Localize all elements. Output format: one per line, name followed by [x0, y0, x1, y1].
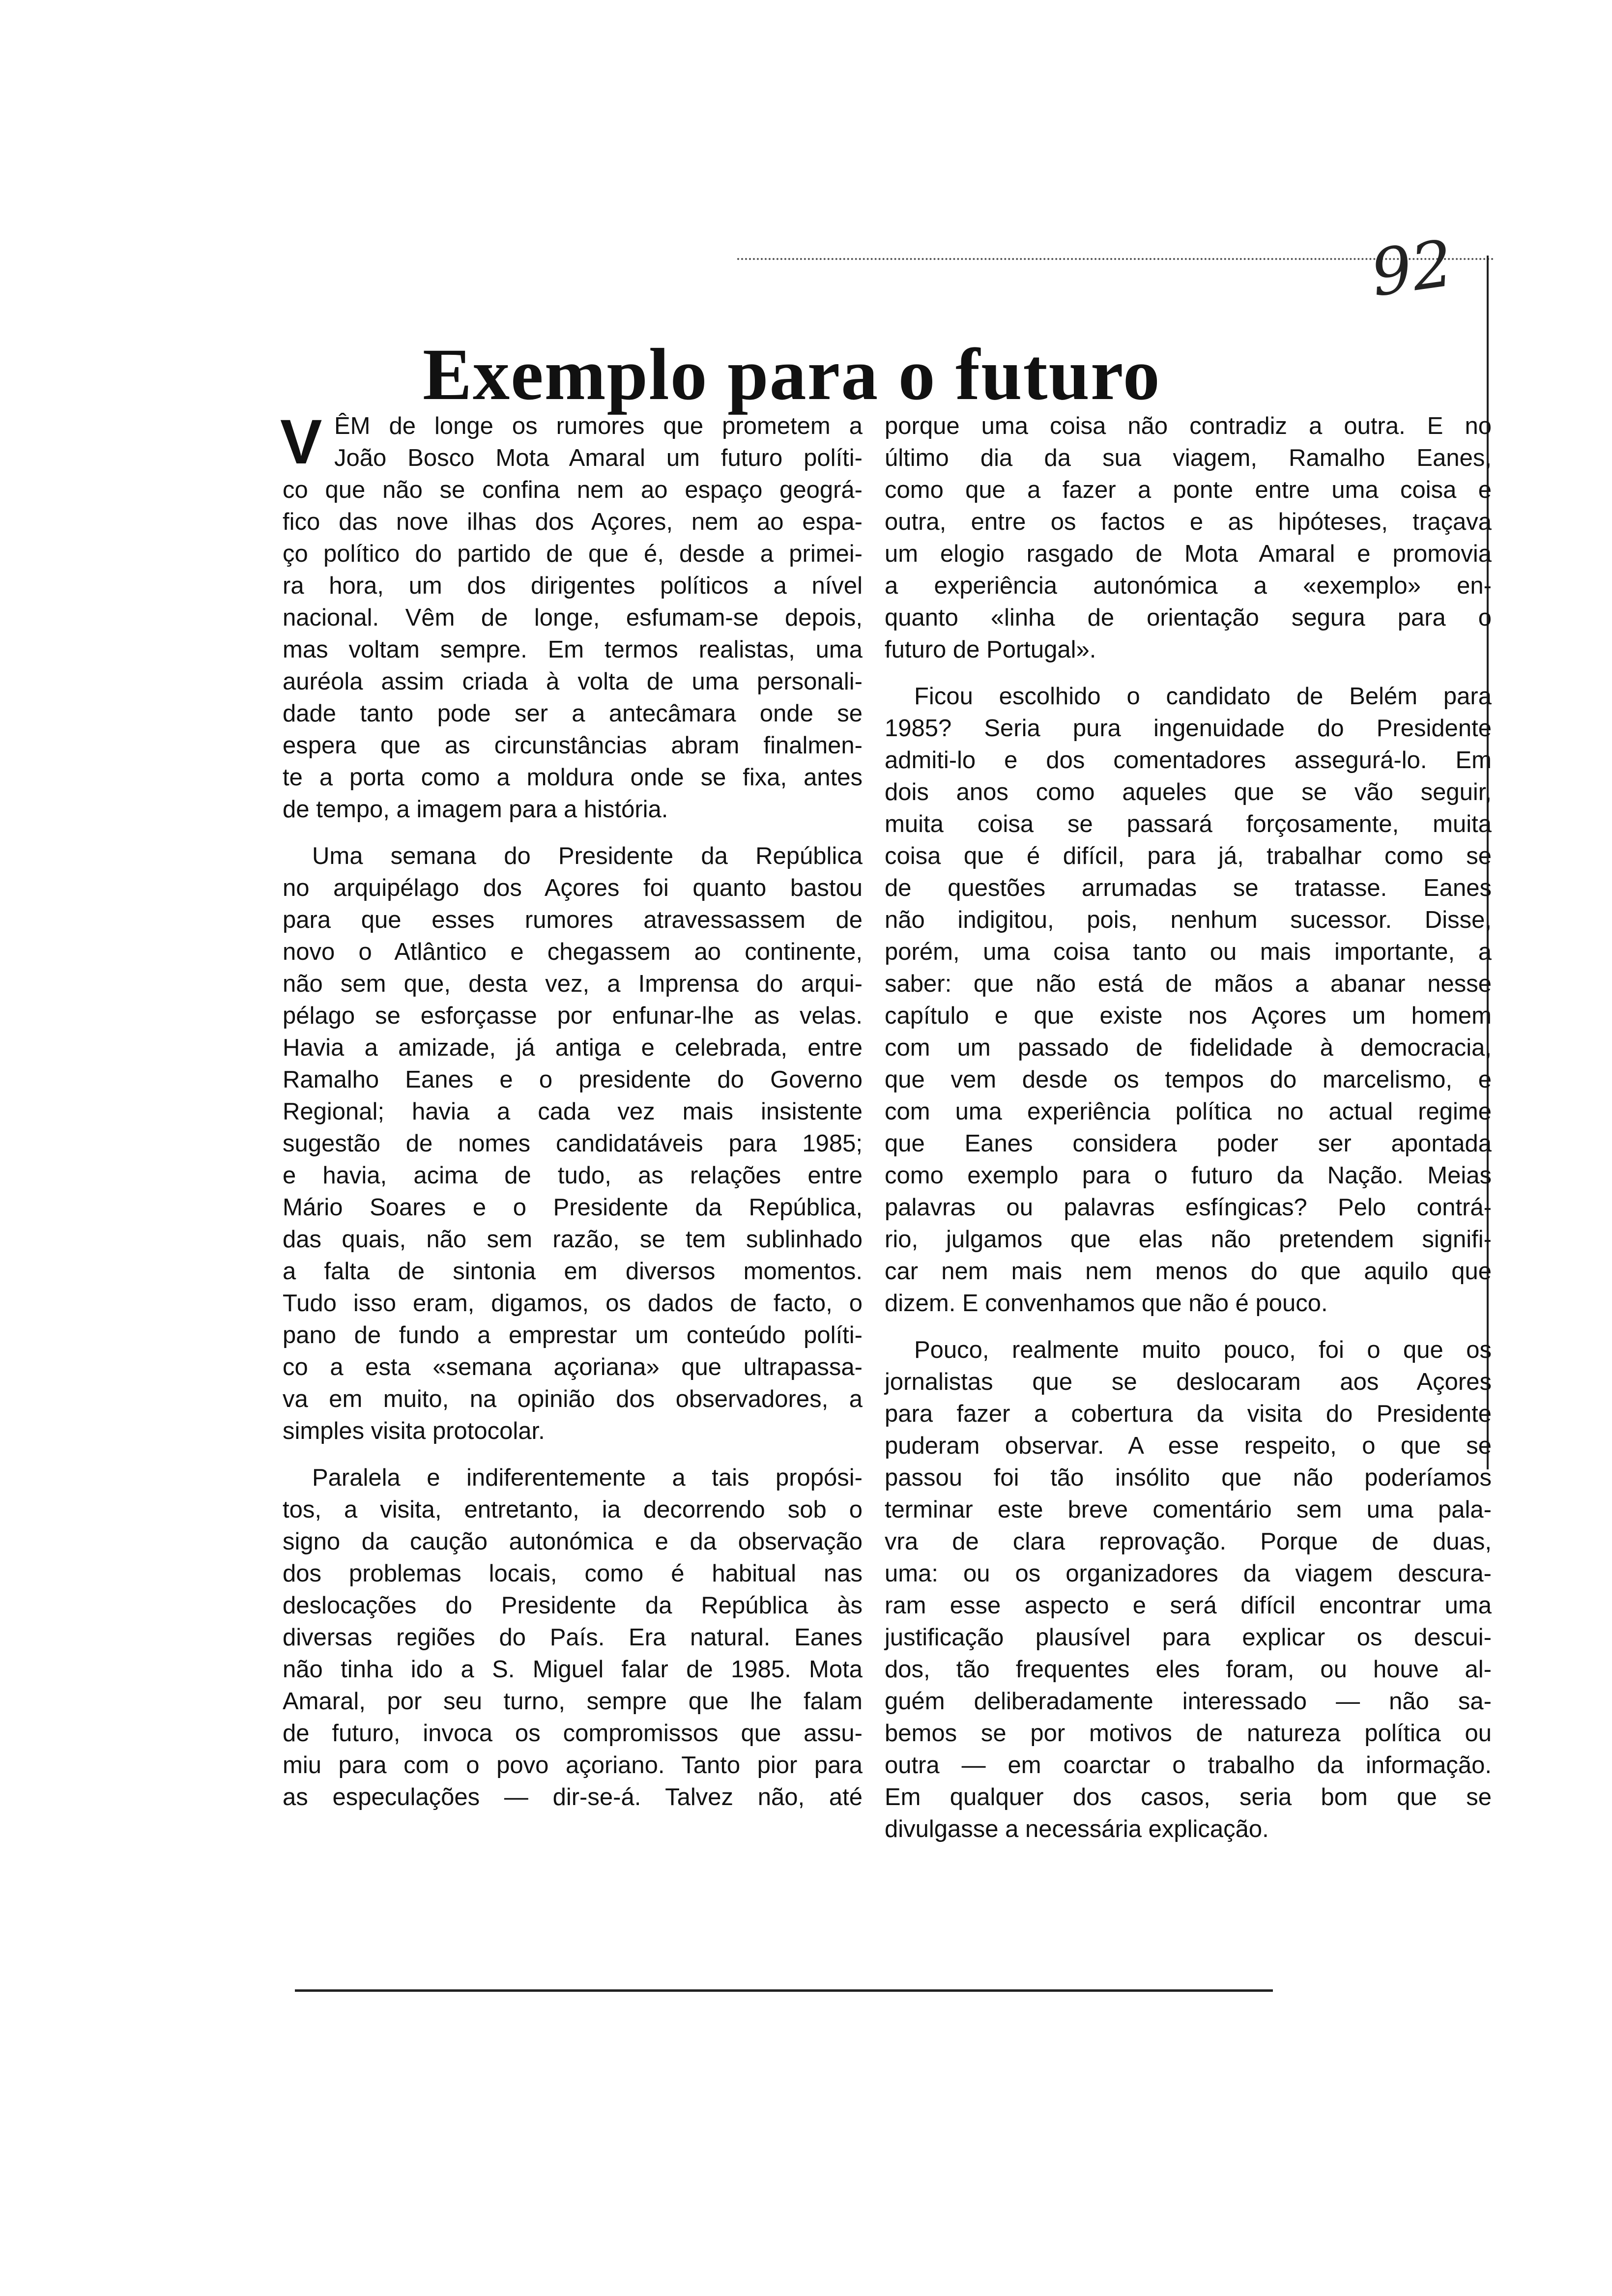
text-line: com uma experiência política no actual regime	[885, 1098, 1492, 1125]
text-line: ÊM de longe os rumores que prometem a	[334, 413, 863, 439]
text-line: não sem que, desta vez, a Imprensa do arqui-	[283, 971, 863, 997]
text-line: porque uma coisa não contradiz a outra. E no	[885, 413, 1492, 439]
article-paragraph	[885, 410, 1492, 666]
text-line: a falta de sintonia em diversos momentos.	[283, 1258, 863, 1285]
text-line: simples visita protocolar.	[283, 1418, 545, 1444]
text-line: fico das nove ilhas dos Açores, nem ao espa-	[283, 509, 863, 535]
text-line: outra, entre os factos e as hipóteses, traçava	[885, 509, 1492, 535]
text-line: auréola assim criada à volta de uma personali-	[283, 668, 863, 695]
text-line: Mário Soares e o Presidente da República,	[283, 1194, 863, 1221]
text-line: dizem. E convenhamos que não é pouco.	[885, 1290, 1328, 1317]
text-line: não tinha ido a S. Miguel falar de 1985. Mota	[283, 1656, 863, 1683]
text-line: admiti-lo e dos comentadores assegurá-lo. Em	[885, 747, 1492, 774]
text-line: miu para com o povo açoriano. Tanto pior para	[283, 1752, 863, 1779]
text-line: Tudo isso eram, digamos, os dados de facto, o	[283, 1290, 863, 1317]
article-paragraph	[280, 407, 863, 826]
text-line: ram esse aspecto e será difícil encontrar uma	[885, 1592, 1492, 1619]
text-line: palavras ou palavras esfíngicas? Pelo contrá-	[885, 1194, 1492, 1221]
text-line: para que esses rumores atravessassem de	[283, 907, 863, 933]
drop-cap: V	[280, 407, 322, 477]
text-line: signo da caução autonómica e da observação	[283, 1528, 863, 1555]
text-line: para fazer a cobertura da visita do Presidente	[885, 1401, 1492, 1427]
text-line: tos, a visita, entretanto, ia decorrendo sob o	[283, 1496, 863, 1523]
text-line: Uma semana do Presidente da República	[312, 843, 863, 869]
text-line: mas voltam sempre. Em termos realistas, uma	[283, 636, 863, 663]
text-line: de tempo, a imagem para a história.	[283, 796, 668, 823]
text-line: espera que as circunstâncias abram finalmen-	[283, 732, 863, 759]
text-line: João Bosco Mota Amaral um futuro políti-	[334, 445, 863, 471]
text-line: futuro de Portugal».	[885, 636, 1096, 663]
text-line: puderam observar. A esse respeito, o que se	[885, 1433, 1492, 1459]
text-line: quanto «linha de orientação segura para o	[885, 604, 1492, 631]
text-line: um elogio rasgado de Mota Amaral e promovia	[885, 541, 1492, 567]
text-line: que vem desde os tempos do marcelismo, e	[885, 1066, 1492, 1093]
text-line: Ramalho Eanes e o presidente do Governo	[283, 1066, 863, 1093]
text-line: capítulo e que existe nos Açores um homem	[885, 1003, 1492, 1029]
text-line: último dia da sua viagem, Ramalho Eanes,	[885, 445, 1492, 471]
text-line: Paralela e indiferentemente a tais propósi-	[312, 1464, 863, 1491]
text-line: 1985? Seria pura ingenuidade do Presidente	[885, 715, 1492, 742]
text-line: bemos se por motivos de natureza política ou	[885, 1720, 1492, 1747]
text-line: porém, uma coisa tanto ou mais importante, a	[885, 939, 1492, 965]
text-line: e havia, acima de tudo, as relações entre	[283, 1162, 863, 1189]
text-line: guém deliberadamente interessado — não sa-	[885, 1688, 1492, 1715]
text-line: jornalistas que se deslocaram aos Açores	[885, 1369, 1492, 1395]
text-line: car nem mais nem menos do que aquilo que	[885, 1258, 1492, 1285]
text-line: como que a fazer a ponte entre uma coisa e	[885, 477, 1492, 503]
article-paragraph	[885, 681, 1492, 1320]
text-line: nacional. Vêm de longe, esfumam-se depois,	[283, 604, 863, 631]
text-line: as especulações — dir-se-á. Talvez não, até	[283, 1784, 863, 1810]
text-line: rio, julgamos que elas não pretendem signifi-	[885, 1226, 1492, 1253]
text-line: pélago se esforçasse por enfunar-lhe as velas.	[283, 1003, 863, 1029]
text-line: a experiência autonómica a «exemplo» en-	[885, 573, 1492, 599]
text-line: novo o Atlântico e chegassem ao continente,	[283, 939, 863, 965]
text-line: dos problemas locais, como é habitual nas	[283, 1560, 863, 1587]
text-line: saber: que não está de mãos a abanar nesse	[885, 971, 1492, 997]
text-line: como exemplo para o futuro da Nação. Meias	[885, 1162, 1492, 1189]
text-line: dos, tão frequentes eles foram, ou houve al-	[885, 1656, 1492, 1683]
article-column-left	[280, 407, 863, 1828]
text-line: passou foi tão insólito que não poderíamos	[885, 1464, 1492, 1491]
article-paragraph	[885, 1334, 1492, 1845]
text-line: ra hora, um dos dirigentes políticos a nível	[283, 573, 863, 599]
text-line: coisa que é difícil, para já, trabalhar como se	[885, 843, 1492, 869]
text-line: muita coisa se passará forçosamente, muita	[885, 811, 1492, 837]
article-column-right	[885, 410, 1492, 1860]
text-line: Pouco, realmente muito pouco, foi o que os	[914, 1337, 1492, 1363]
text-line: não indigitou, pois, nenhum sucessor. Disse,	[885, 907, 1492, 933]
bottom-rule	[295, 1989, 1273, 1992]
text-line: uma: ou os organizadores da viagem descura-	[885, 1560, 1492, 1587]
text-line: Ficou escolhido o candidato de Belém para	[914, 683, 1492, 710]
text-line: dade tanto pode ser a antecâmara onde se	[283, 700, 863, 727]
text-line: pano de fundo a emprestar um conteúdo políti-	[283, 1322, 863, 1349]
text-line: co que não se confina nem ao espaço geográ-	[283, 477, 863, 503]
text-line: que Eanes considera poder ser apontada	[885, 1130, 1492, 1157]
text-line: divulgasse a necessária explicação.	[885, 1816, 1269, 1842]
text-line: dois anos como aqueles que se vão seguir,	[885, 779, 1492, 805]
text-line: com um passado de fidelidade à democracia,	[885, 1034, 1492, 1061]
text-line: diversas regiões do País. Era natural. Eanes	[283, 1624, 863, 1651]
text-line: justificação plausível para explicar os descui-	[885, 1624, 1492, 1651]
text-line: outra — em coarctar o trabalho da informação.	[885, 1752, 1492, 1779]
text-line: sugestão de nomes candidatáveis para 1985;	[283, 1130, 863, 1157]
text-line: ço político do partido de que é, desde a primei-	[283, 541, 863, 567]
text-line: deslocações do Presidente da República às	[283, 1592, 863, 1619]
text-line: Amaral, por seu turno, sempre que lhe falam	[283, 1688, 863, 1715]
text-line: Havia a amizade, já antiga e celebrada, entre	[283, 1034, 863, 1061]
handwritten-page-number: 92	[1366, 226, 1458, 311]
text-line: de questões arrumadas se tratasse. Eanes	[885, 875, 1492, 901]
article-paragraph	[283, 840, 863, 1447]
article-paragraph	[283, 1462, 863, 1813]
text-line: vra de clara reprovação. Porque de duas,	[885, 1528, 1492, 1555]
text-line: Em qualquer dos casos, seria bom que se	[885, 1784, 1492, 1810]
text-line: no arquipélago dos Açores foi quanto bastou	[283, 875, 863, 901]
article-title: Exemplo para o futuro	[423, 333, 1161, 415]
text-line: co a esta «semana açoriana» que ultrapassa-	[283, 1354, 863, 1380]
text-line: terminar este breve comentário sem uma pala-	[885, 1496, 1492, 1523]
text-line: te a porta como a moldura onde se fixa, antes	[283, 764, 863, 791]
text-line: va em muito, na opinião dos observadores, a	[283, 1386, 863, 1412]
text-line: de futuro, invoca os compromissos que assu-	[283, 1720, 863, 1747]
text-line: Regional; havia a cada vez mais insistente	[283, 1098, 863, 1125]
text-line: das quais, não sem razão, se tem sublinhado	[283, 1226, 863, 1253]
